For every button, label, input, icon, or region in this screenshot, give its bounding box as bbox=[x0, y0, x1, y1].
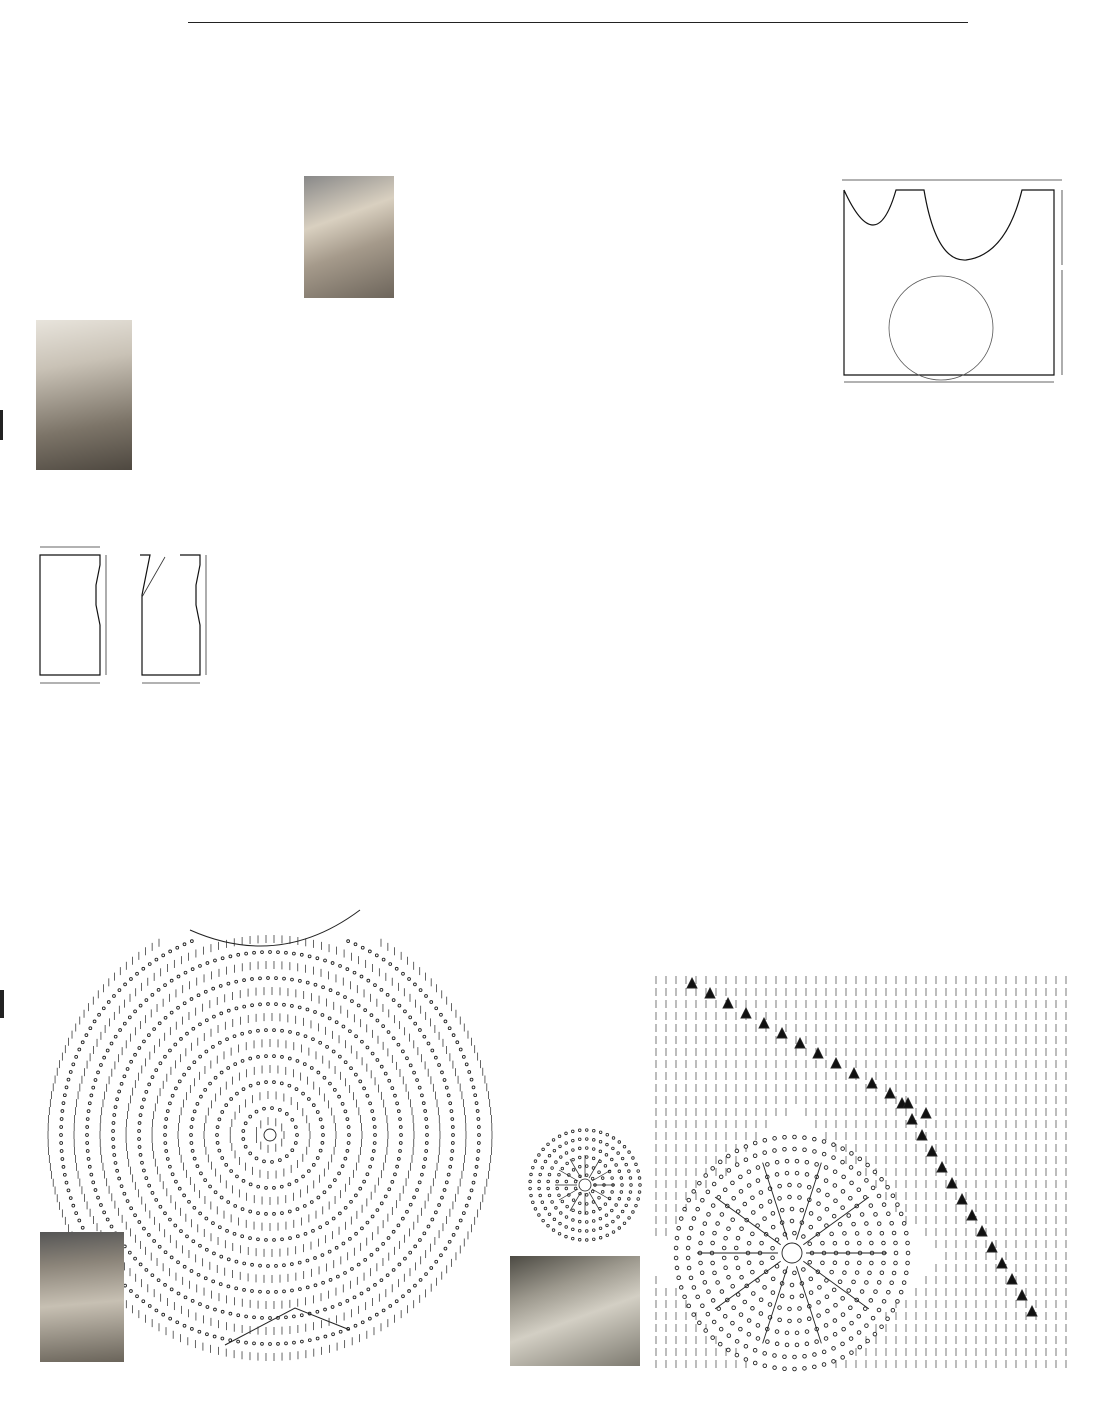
scheme-43a-chart bbox=[590, 526, 1075, 976]
binding-mark-bottom bbox=[0, 990, 4, 1018]
photo-model-42 bbox=[40, 1232, 124, 1362]
header bbox=[0, 0, 1093, 48]
photo-model-43 bbox=[510, 1256, 640, 1366]
square-motif-40 bbox=[400, 165, 680, 535]
pattern-fig-42 bbox=[836, 170, 1076, 395]
scheme-43-chart bbox=[652, 968, 1072, 1368]
photo-model-40 bbox=[304, 176, 394, 298]
header-rule bbox=[188, 22, 968, 23]
border-chart-40a bbox=[40, 50, 1070, 170]
binding-mark-top bbox=[0, 410, 3, 440]
photo-model-41 bbox=[36, 320, 132, 470]
small-round-motif bbox=[525, 1125, 645, 1245]
